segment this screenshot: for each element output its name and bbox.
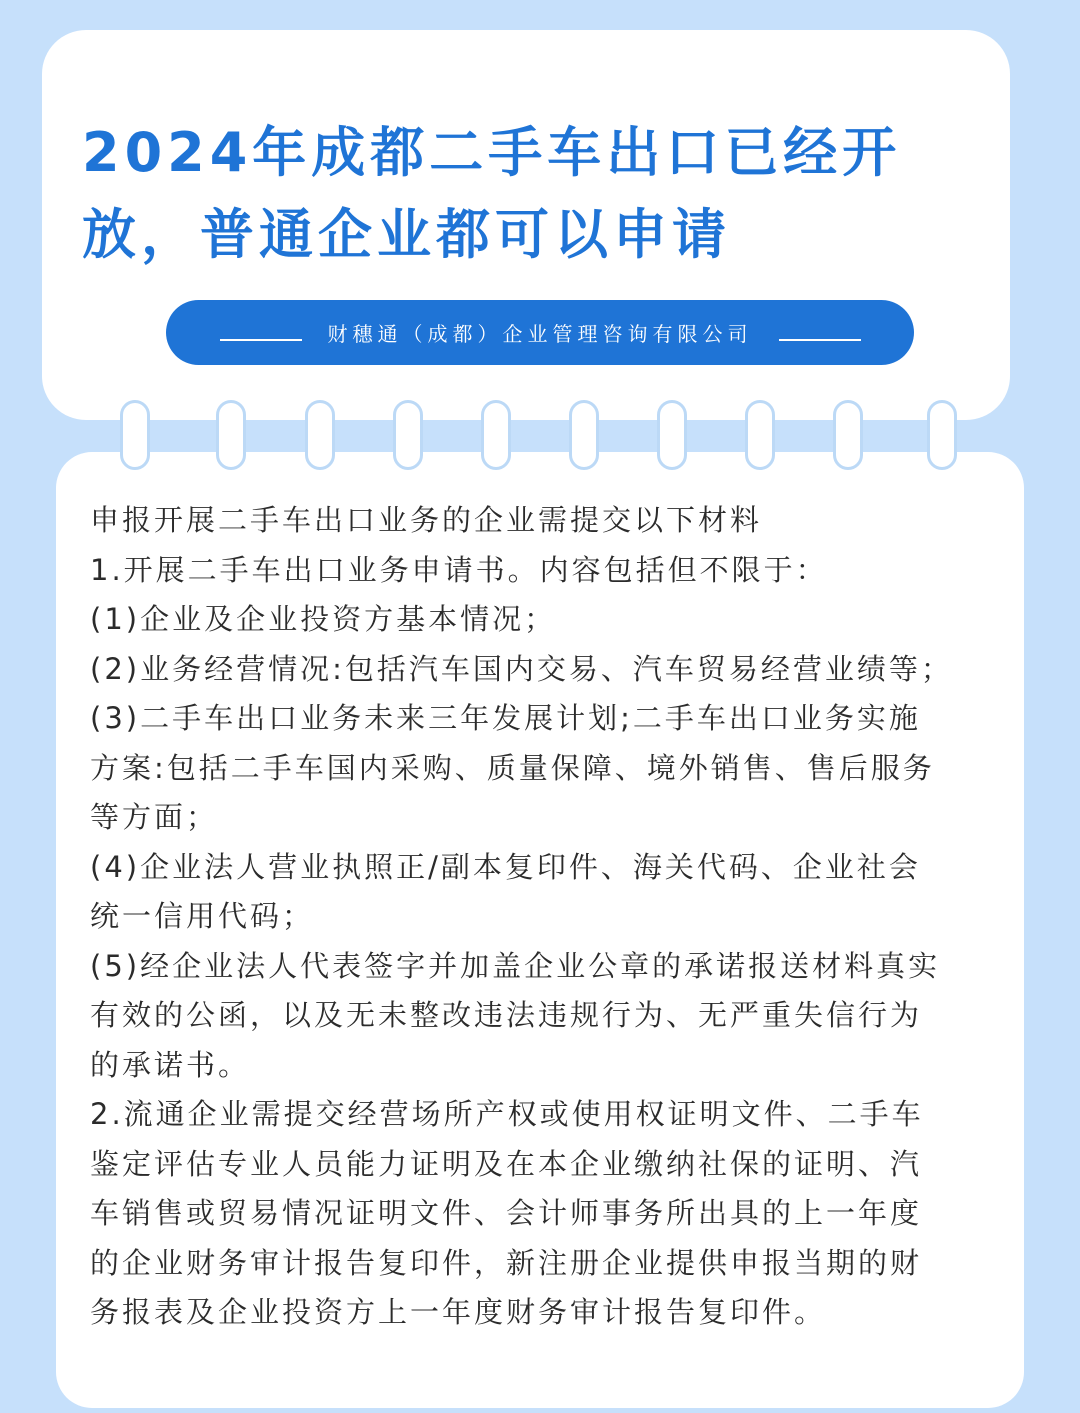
text-line: 申报开展二手车出口业务的企业需提交以下材料 bbox=[90, 503, 763, 537]
text-line: 的承诺书。 bbox=[90, 1047, 251, 1082]
company-name: 财穗通（成都）企业管理咨询有限公司 bbox=[327, 322, 753, 346]
company-banner bbox=[166, 300, 914, 365]
text-line: 1.开展二手车出口业务申请书。内容包括但不限于： bbox=[90, 552, 828, 587]
binder-ring bbox=[305, 400, 335, 470]
text-line: 有效的公函，以及无未整改违法违规行为、无严重失信行为 bbox=[90, 998, 923, 1032]
text-line: 鉴定评估专业人员能力证明及在本企业缴纳社保的证明、汽 bbox=[90, 1146, 923, 1181]
title-line-2: 放，普通企业都可以申请 bbox=[82, 203, 731, 266]
text-line: (5)经企业法人代表签字并加盖企业公章的承诺报送材料真实 bbox=[90, 948, 941, 983]
binder-ring bbox=[216, 400, 246, 470]
title-line-1: 2024年成都二手车出口已经开 bbox=[82, 121, 902, 184]
binder-ring bbox=[927, 400, 957, 470]
text-line: (1)企业及企业投资方基本情况； bbox=[90, 602, 557, 636]
text-line: (4)企业法人营业执照正/副本复印件、海关代码、企业社会 bbox=[90, 849, 921, 884]
text-line: 统一信用代码； bbox=[90, 899, 315, 933]
page-title bbox=[82, 112, 982, 276]
text-line: 等方面； bbox=[90, 800, 219, 834]
binder-ring bbox=[745, 400, 775, 470]
binder-ring bbox=[393, 400, 423, 470]
text-line: 车销售或贸易情况证明文件、会计师事务所出具的上一年度 bbox=[90, 1196, 923, 1230]
text-line: 2.流通企业需提交经营场所产权或使用权证明文件、二手车 bbox=[90, 1097, 924, 1131]
requirements-text bbox=[90, 496, 990, 1338]
binder-ring bbox=[481, 400, 511, 470]
banner-divider-right bbox=[779, 339, 861, 341]
binder-ring bbox=[120, 400, 150, 470]
text-line: 务报表及企业投资方上一年度财务审计报告复印件。 bbox=[90, 1295, 827, 1329]
binder-ring bbox=[657, 400, 687, 470]
text-line: (3)二手车出口业务未来三年发展计划;二手车出口业务实施 bbox=[90, 701, 921, 735]
text-line: (2)业务经营情况:包括汽车国内交易、汽车贸易经营业绩等； bbox=[90, 651, 953, 686]
text-line: 方案:包括二手车国内采购、质量保障、境外销售、售后服务 bbox=[90, 750, 935, 785]
banner-divider-left bbox=[220, 339, 302, 341]
binder-ring bbox=[569, 400, 599, 470]
text-line: 的企业财务审计报告复印件，新注册企业提供申报当期的财 bbox=[90, 1245, 923, 1280]
binder-ring bbox=[833, 400, 863, 470]
